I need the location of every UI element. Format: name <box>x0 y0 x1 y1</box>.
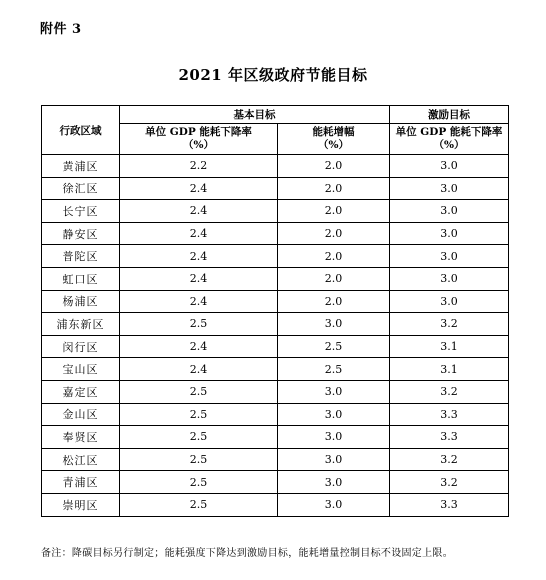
basic-intensity-cell: 2.5 <box>120 380 278 403</box>
incentive-intensity-cell: 3.3 <box>390 426 509 449</box>
basic-intensity-cell: 2.4 <box>120 290 278 313</box>
table-row <box>42 313 509 336</box>
basic-intensity-cell: 2.2 <box>120 155 278 178</box>
basic-growth-cell: 2.0 <box>278 155 390 178</box>
district-cell: 普陀区 <box>42 245 120 268</box>
incentive-intensity-cell: 3.1 <box>390 358 509 381</box>
footnote: 备注：降碳目标另行制定；能耗强度下降达到激励目标，能耗增量控制目标不设固定上限。 <box>41 548 453 559</box>
basic-intensity-cell: 2.4 <box>120 358 278 381</box>
column-header-incentive-intensity <box>390 124 509 155</box>
district-cell: 奉贤区 <box>42 426 120 449</box>
basic-intensity-cell: 2.5 <box>120 493 278 516</box>
table-row <box>42 245 509 268</box>
district-cell: 嘉定区 <box>42 380 120 403</box>
table-row <box>42 267 509 290</box>
incentive-intensity-cell: 3.0 <box>390 267 509 290</box>
table-row <box>42 358 509 381</box>
incentive-intensity-cell: 3.0 <box>390 222 509 245</box>
basic-intensity-cell: 2.4 <box>120 267 278 290</box>
column-header-basic-growth-unit: （%） <box>318 139 349 151</box>
district-cell: 静安区 <box>42 222 120 245</box>
incentive-intensity-cell: 3.2 <box>390 313 509 336</box>
table-group-header-row <box>42 106 509 124</box>
column-header-basic-intensity-label: 单位 GDP 能耗下降率 <box>145 126 252 138</box>
table-row <box>42 471 509 494</box>
basic-growth-cell: 3.0 <box>278 471 390 494</box>
incentive-intensity-cell: 3.0 <box>390 200 509 223</box>
group-header-incentive: 激励目标 <box>390 106 509 124</box>
energy-targets-table <box>41 105 509 517</box>
basic-growth-cell: 2.5 <box>278 335 390 358</box>
district-cell: 金山区 <box>42 403 120 426</box>
basic-intensity-cell: 2.5 <box>120 471 278 494</box>
column-header-basic-intensity-unit: （%） <box>183 139 214 151</box>
district-cell: 虹口区 <box>42 267 120 290</box>
basic-growth-cell: 3.0 <box>278 313 390 336</box>
incentive-intensity-cell: 3.3 <box>390 403 509 426</box>
basic-growth-cell: 2.0 <box>278 290 390 313</box>
basic-growth-cell: 2.5 <box>278 358 390 381</box>
basic-growth-cell: 3.0 <box>278 380 390 403</box>
row-header-district: 行政区域 <box>42 106 120 155</box>
table-row <box>42 155 509 178</box>
basic-growth-cell: 3.0 <box>278 426 390 449</box>
district-cell: 徐汇区 <box>42 177 120 200</box>
table-row <box>42 493 509 516</box>
basic-intensity-cell: 2.4 <box>120 335 278 358</box>
incentive-intensity-cell: 3.0 <box>390 245 509 268</box>
table-row <box>42 426 509 449</box>
table-row <box>42 403 509 426</box>
basic-growth-cell: 2.0 <box>278 177 390 200</box>
incentive-intensity-cell: 3.2 <box>390 448 509 471</box>
district-cell: 宝山区 <box>42 358 120 381</box>
basic-growth-cell: 3.0 <box>278 403 390 426</box>
basic-growth-cell: 2.0 <box>278 200 390 223</box>
column-header-basic-growth <box>278 124 390 155</box>
incentive-intensity-cell: 3.2 <box>390 380 509 403</box>
column-header-basic-intensity <box>120 124 278 155</box>
incentive-intensity-cell: 3.0 <box>390 155 509 178</box>
district-cell: 闵行区 <box>42 335 120 358</box>
basic-growth-cell: 2.0 <box>278 222 390 245</box>
column-header-basic-growth-label: 能耗增幅 <box>312 126 355 138</box>
basic-intensity-cell: 2.5 <box>120 403 278 426</box>
basic-intensity-cell: 2.5 <box>120 313 278 336</box>
district-cell: 长宁区 <box>42 200 120 223</box>
basic-intensity-cell: 2.4 <box>120 222 278 245</box>
incentive-intensity-cell: 3.0 <box>390 177 509 200</box>
table-row <box>42 177 509 200</box>
basic-intensity-cell: 2.4 <box>120 245 278 268</box>
column-header-incentive-intensity-unit: （%） <box>433 139 465 151</box>
district-cell: 杨浦区 <box>42 290 120 313</box>
basic-growth-cell: 2.0 <box>278 267 390 290</box>
district-cell: 黄浦区 <box>42 155 120 178</box>
incentive-intensity-cell: 3.2 <box>390 471 509 494</box>
district-cell: 崇明区 <box>42 493 120 516</box>
basic-intensity-cell: 2.4 <box>120 200 278 223</box>
table-row <box>42 335 509 358</box>
table-row <box>42 200 509 223</box>
table-row <box>42 222 509 245</box>
table-body <box>42 155 509 517</box>
basic-intensity-cell: 2.5 <box>120 426 278 449</box>
incentive-intensity-cell: 3.1 <box>390 335 509 358</box>
district-cell: 浦东新区 <box>42 313 120 336</box>
group-header-basic: 基本目标 <box>120 106 390 124</box>
table-row <box>42 290 509 313</box>
basic-growth-cell: 3.0 <box>278 448 390 471</box>
attachment-label: 附件 3 <box>40 22 82 37</box>
document-title: 2021 年区级政府节能目标 <box>178 66 368 84</box>
incentive-intensity-cell: 3.0 <box>390 290 509 313</box>
basic-growth-cell: 2.0 <box>278 245 390 268</box>
table-row <box>42 380 509 403</box>
basic-growth-cell: 3.0 <box>278 493 390 516</box>
district-cell: 松江区 <box>42 448 120 471</box>
district-cell: 青浦区 <box>42 471 120 494</box>
incentive-intensity-cell: 3.3 <box>390 493 509 516</box>
basic-intensity-cell: 2.4 <box>120 177 278 200</box>
column-header-incentive-intensity-label: 单位 GDP 能耗下降率 <box>395 126 503 138</box>
basic-intensity-cell: 2.5 <box>120 448 278 471</box>
table-row <box>42 448 509 471</box>
